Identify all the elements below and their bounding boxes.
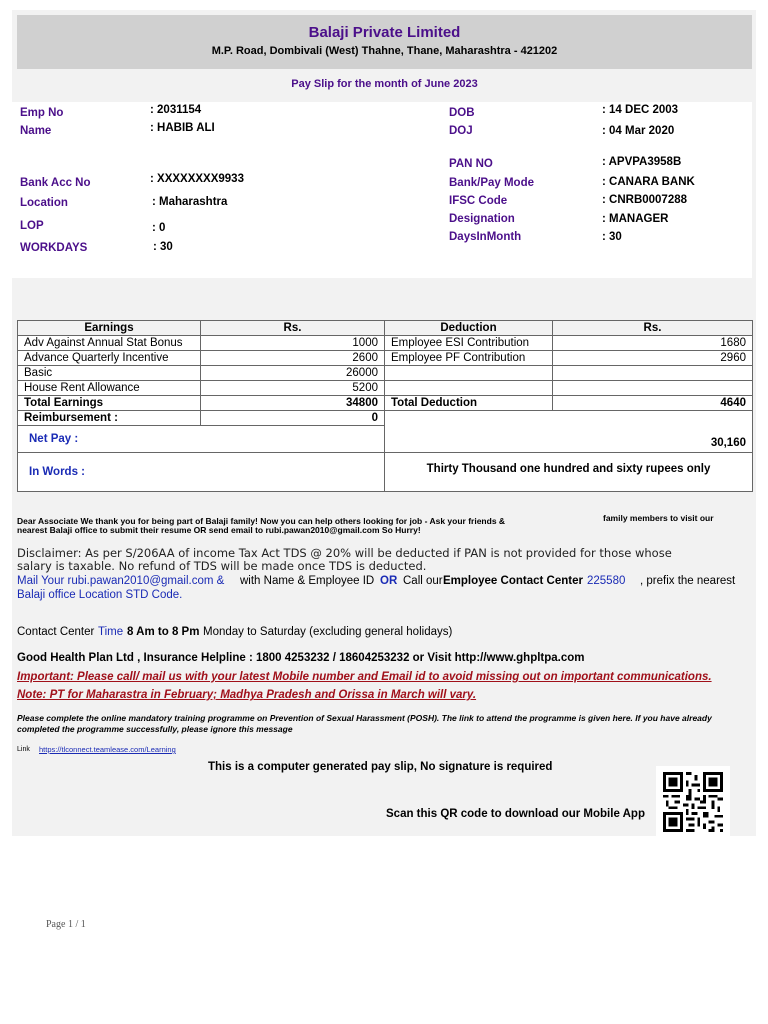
salary-table bbox=[17, 320, 753, 492]
doj-value: : 04 Mar 2020 bbox=[602, 125, 675, 137]
posh-line2: completed the programme successfully, please ignore this message bbox=[17, 724, 293, 734]
mail-instruction-line2: Balaji office Location STD Code. bbox=[17, 589, 183, 601]
pan-label: PAN NO bbox=[449, 158, 493, 170]
in-words-row bbox=[18, 453, 753, 492]
total-deduction-value: 4640 bbox=[553, 396, 753, 411]
mobile-app-qr-code[interactable] bbox=[656, 766, 730, 836]
table-row bbox=[18, 366, 753, 381]
disclaimer-line1: Disclaimer: As per S/206AA of income Tax Act TDS @ 20% will be deducted if PAN is not provided for those whose bbox=[17, 546, 672, 560]
earnings-rs-header: Rs. bbox=[201, 321, 385, 336]
deduction-amount bbox=[553, 381, 753, 396]
company-address: M.P. Road, Dombivali (West) Thahne, Thane, Maharashtra - 421202 bbox=[211, 45, 558, 57]
name-value: : HABIB ALI bbox=[150, 122, 215, 134]
dob-label: DOB bbox=[449, 107, 475, 119]
earning-name: Adv Against Annual Stat Bonus bbox=[18, 336, 201, 351]
pt-note: Note: PT for Maharastra in February; Madhya Pradesh and Orissa in March will vary. bbox=[17, 689, 477, 701]
deduction-amount: 1680 bbox=[553, 336, 753, 351]
lop-label: LOP bbox=[20, 220, 44, 232]
earning-name: House Rent Allowance bbox=[18, 381, 201, 396]
deduction-header: Deduction bbox=[385, 321, 553, 336]
net-pay-label: Net Pay : bbox=[18, 426, 385, 453]
deduction-name: Employee ESI Contribution bbox=[385, 336, 553, 351]
payslip-month-title: Pay Slip for the month of June 2023 bbox=[291, 78, 478, 90]
bank-acc-label: Bank Acc No bbox=[20, 177, 91, 189]
deduction-name: Employee PF Contribution bbox=[385, 351, 553, 366]
name-label: Name bbox=[20, 125, 52, 137]
contact-days: Monday to Saturday (excluding general holidays) bbox=[203, 626, 453, 638]
employee-contact-center: Employee Contact Center bbox=[443, 575, 583, 587]
in-words-label: In Words : bbox=[18, 453, 385, 492]
health-helpline: Good Health Plan Ltd , Insurance Helpline : 1800 4253232 / 18604253232 or Visit http://www.ghpltpa.com bbox=[17, 652, 585, 664]
contact-time-label: Time bbox=[98, 626, 124, 638]
lop-value: : 0 bbox=[152, 222, 166, 234]
workdays-label: WORKDAYS bbox=[20, 242, 88, 254]
associate-note-line1: Dear Associate We thank you for being part of Balaji family! Now you can help others looking for job - Ask your friends & bbox=[17, 516, 506, 526]
contact-center-label: Contact Center bbox=[17, 626, 95, 638]
mail-suffix: , prefix the nearest bbox=[640, 575, 736, 587]
deduction-amount bbox=[553, 366, 753, 381]
posh-line1: Please complete the online mandatory training programme on Prevention of Sexual Harassment (POSH). The link to attend the programme is given here. If you have already bbox=[17, 713, 712, 723]
earning-name: Basic bbox=[18, 366, 201, 381]
total-earnings-label: Total Earnings bbox=[18, 396, 201, 411]
page-number: Page 1 / 1 bbox=[46, 919, 86, 930]
posh-training-link[interactable]: https://tlconnect.teamlease.com/Learning bbox=[39, 745, 176, 754]
mail-call: Call our bbox=[403, 575, 443, 587]
company-name: Balaji Private Limited bbox=[308, 24, 461, 41]
workdays-value: : 30 bbox=[153, 241, 173, 253]
days-in-month-value: : 30 bbox=[602, 231, 622, 243]
total-deduction-label: Total Deduction bbox=[385, 396, 553, 411]
earning-amount: 2600 bbox=[201, 351, 385, 366]
days-in-month-label: DaysInMonth bbox=[449, 231, 522, 243]
table-header-row bbox=[18, 321, 753, 336]
emp-no-label: Emp No bbox=[20, 107, 64, 119]
earning-amount: 5200 bbox=[201, 381, 385, 396]
bank-mode-label: Bank/Pay Mode bbox=[449, 177, 534, 189]
totals-row bbox=[18, 396, 753, 411]
link-label: Link bbox=[17, 746, 30, 753]
designation-label: Designation bbox=[449, 213, 515, 225]
earning-amount: 1000 bbox=[201, 336, 385, 351]
deduction-rs-header: Rs. bbox=[553, 321, 753, 336]
computer-generated-note: This is a computer generated pay slip, No signature is required bbox=[208, 761, 553, 773]
table-row bbox=[18, 336, 753, 351]
table-row bbox=[18, 381, 753, 396]
disclaimer-line2: salary is taxable. No refund of TDS will be made once TDS is deducted. bbox=[17, 559, 427, 573]
mail-instruction-mid: with Name & Employee ID bbox=[240, 575, 375, 587]
in-words-value: Thirty Thousand one hundred and sixty rupees only bbox=[385, 453, 753, 492]
ifsc-label: IFSC Code bbox=[449, 195, 508, 207]
designation-value: : MANAGER bbox=[602, 213, 669, 225]
dob-value: : 14 DEC 2003 bbox=[602, 104, 679, 116]
pan-value: : APVPA3958B bbox=[602, 156, 682, 168]
net-pay-value: 30,160 bbox=[385, 411, 753, 453]
doj-label: DOJ bbox=[449, 125, 473, 137]
deduction-name bbox=[385, 366, 553, 381]
earning-amount: 26000 bbox=[201, 366, 385, 381]
location-value: : Maharashtra bbox=[152, 196, 228, 208]
earnings-header: Earnings bbox=[18, 321, 201, 336]
scan-qr-note: Scan this QR code to download our Mobile App bbox=[386, 808, 645, 820]
bank-mode-value: : CANARA BANK bbox=[602, 176, 695, 188]
important-notice: Important: Please call/ mail us with your latest Mobile number and Email id to avoid missing out on important communications. bbox=[17, 671, 712, 683]
mail-instruction: Mail Your rubi.pawan2010@gmail.com & bbox=[17, 575, 225, 587]
reimbursement-value: 0 bbox=[201, 411, 385, 426]
deduction-amount: 2960 bbox=[553, 351, 753, 366]
reimbursement-row bbox=[18, 411, 753, 426]
associate-note-line1-right: family members to visit our bbox=[603, 513, 714, 523]
qr-code-icon bbox=[661, 772, 725, 832]
reimbursement-label: Reimbursement : bbox=[18, 411, 201, 426]
earning-name: Advance Quarterly Incentive bbox=[18, 351, 201, 366]
deduction-name bbox=[385, 381, 553, 396]
bank-acc-value: : XXXXXXXX9933 bbox=[150, 173, 244, 185]
total-earnings-value: 34800 bbox=[201, 396, 385, 411]
contact-hours: 8 Am to 8 Pm bbox=[127, 626, 200, 638]
table-row bbox=[18, 351, 753, 366]
mail-or: OR bbox=[380, 575, 398, 587]
ifsc-value: : CNRB0007288 bbox=[602, 194, 688, 206]
contact-number: 225580 bbox=[587, 575, 626, 587]
location-label: Location bbox=[20, 197, 68, 209]
emp-no-value: : 2031154 bbox=[150, 104, 202, 116]
associate-note-line2: nearest Balaji office to submit their resume OR send email to rubi.pawan2010@gmail.com So Hurry! bbox=[17, 525, 421, 535]
